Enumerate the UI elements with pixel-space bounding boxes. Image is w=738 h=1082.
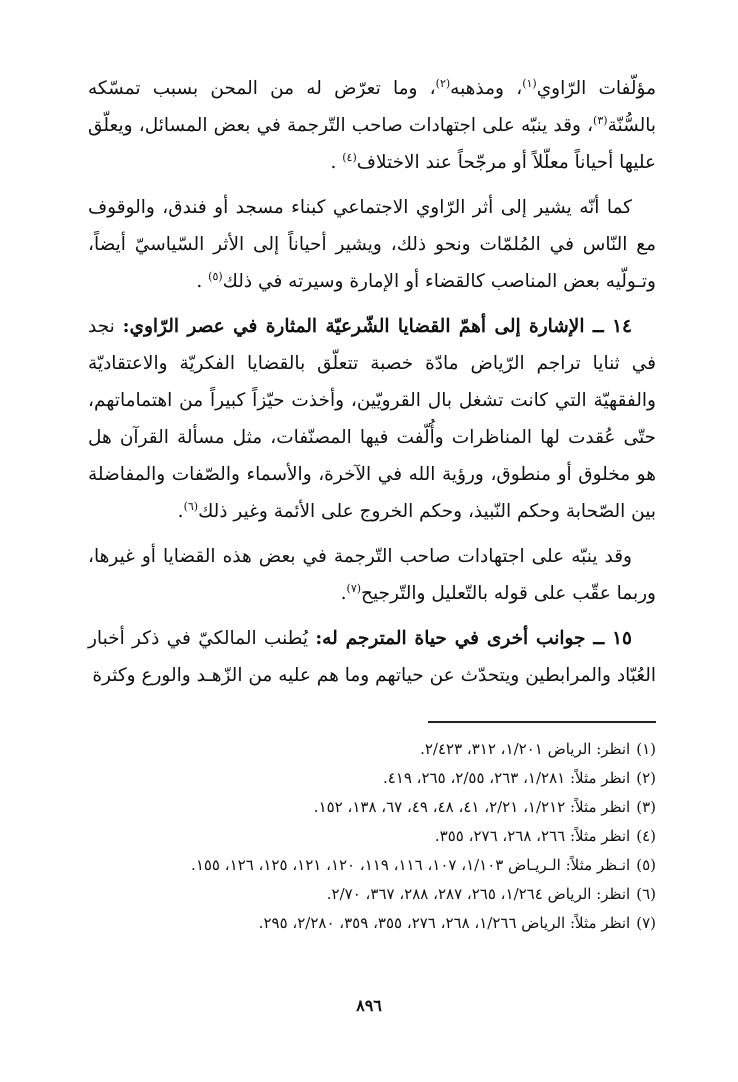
text-run: يُطنب المالكيّ في ذكر أخبار العُبّاد والمرابطين ويتحدّث عن حياتهم وما هم عليه من الزّهـد والورع وكثرة <box>88 628 656 686</box>
footnote-ref[interactable]: (٦) <box>183 499 199 513</box>
footnote-text: انظر مثلاً: ١/٢٨١، ٢٦٣، ٢/٥٥، ٢٦٥، ٤١٩. <box>382 769 631 787</box>
footnote-number: (٦) <box>636 885 656 903</box>
footnote-5 <box>88 851 656 880</box>
paragraph-4 <box>88 538 656 612</box>
footnote-4 <box>88 822 656 851</box>
text-run: وقد ينبّه على اجتهادات صاحب التّرجمة في بعض هذه القضايا أو غيرها، وربما عقّب على قوله بالتّعليل والتّرجيح <box>88 546 656 604</box>
footnote-number: (٧) <box>636 914 656 932</box>
text-run: . <box>196 271 209 292</box>
page-number: ٨٩٦ <box>356 996 382 1015</box>
footnote-ref[interactable]: (١) <box>522 76 537 90</box>
footnote-ref[interactable]: (٧) <box>346 581 362 595</box>
footnote-2 <box>88 764 656 793</box>
text-run: ، وقد ينبّه على اجتهادات صاحب التّرجمة في بعض المسائل، ويعلّق عليها أحياناً معلّلاً أو مرجّحاً عند الاختلاف <box>88 115 656 173</box>
footnote-text: انـظر مثلاً: الـريـاض ١/١٠٣، ١٠٧، ١١٦، ١١٩، ١٢٠، ١٢١، ١٢٥، ١٢٦، ١٥٥. <box>191 856 631 874</box>
footnote-number: (٢) <box>636 769 656 787</box>
paragraph-5 <box>88 620 656 694</box>
paragraph-1 <box>88 70 656 181</box>
text-run: مؤلّفات الرّاوي <box>536 78 656 99</box>
section-heading-15: ١٥ ــ جوانب أخرى في حياة المترجم له: <box>315 628 632 649</box>
footnote-ref[interactable]: (٢) <box>435 76 451 90</box>
footnote-number: (٣) <box>636 798 656 816</box>
text-run: نجد في ثنايا تراجم الرّياض مادّة خصبة تتعلّق بالقضايا الفكريّة والاعتقاديّة والفقهيّة التي كانت تشغل بال القرويّين، وأخذت حيّزاً كبيراً من اهتماماتهم، حتّى عُقدت لها المناظرات وأُلّفت فيها المصنّفات، مثل مسألة القرآن هل هو مخلوق أو منطوق، ورؤية الله في الآخرة، والأسماء والصّفات والمفاضلة بين الصّحابة وحكم النّبيذ، وحكم الخروج على الأئمة وغير ذلك <box>88 316 656 522</box>
footnote-3 <box>88 793 656 822</box>
footnote-text: انظر مثلاً: ٢٦٦، ٢٦٨، ٢٧٦، ٣٥٥. <box>434 827 631 845</box>
text-run: . <box>330 152 343 173</box>
footnote-number: (٥) <box>636 856 656 874</box>
main-text <box>88 70 656 702</box>
text-run: ، وما تعرّض له من المحن بسبب تمسّكه بالسُّنّة <box>88 78 656 136</box>
footnote-text: انظر: الرياض ١/٢٦٤، ٢٦٥، ٢٨٧، ٢٨٨، ٣٦٧، ٢/٧٠. <box>326 885 631 903</box>
footnote-text: انظر مثلاً: الرياض ١/٢٦٦، ٢٦٨، ٢٧٦، ٣٥٥، ٣٥٩، ٢/٢٨٠، ٢٩٥. <box>258 914 631 932</box>
text-run: ، ومذهبه <box>450 78 523 99</box>
text-run: . <box>340 583 347 604</box>
footnote-6 <box>88 880 656 909</box>
footnote-1 <box>88 735 656 764</box>
footnote-text: انظر: الرياض ١/٢٠١، ٣١٢، ٢/٤٢٣. <box>420 740 631 758</box>
footnote-ref[interactable]: (٤) <box>342 150 357 164</box>
section-heading-14: ١٤ ــ الإشارة إلى أهمّ القضايا الشّرعيّة المثارة في عصر الرّاوي: <box>122 316 632 337</box>
footnote-separator <box>428 721 656 723</box>
footnote-ref[interactable]: (٣) <box>593 113 608 127</box>
footnote-text: انظر مثلاً: ١/٢١٢، ٢/٢١، ٤١، ٤٨، ٤٩، ٦٧، ١٣٨، ١٥٢. <box>313 798 631 816</box>
paragraph-3 <box>88 308 656 530</box>
text-run: كما أنّه يشير إلى أثر الرّاوي الاجتماعي كبناء مسجد أو فندق، والوقوف مع النّاس في المُلمّات ونحو ذلك، ويشير أحياناً إلى الأثر السّياسيّ أيضاً، وتـولّيه بعض المناصب كالقضاء أو الإمارة وسيرته في ذلك <box>88 197 656 292</box>
footnotes <box>88 735 656 938</box>
footnote-ref[interactable]: (٥) <box>208 269 223 283</box>
paragraph-2 <box>88 189 656 300</box>
footnote-number: (١) <box>636 740 656 758</box>
footnote-number: (٤) <box>636 827 656 845</box>
text-run: . <box>177 501 184 522</box>
footnote-7 <box>88 909 656 938</box>
